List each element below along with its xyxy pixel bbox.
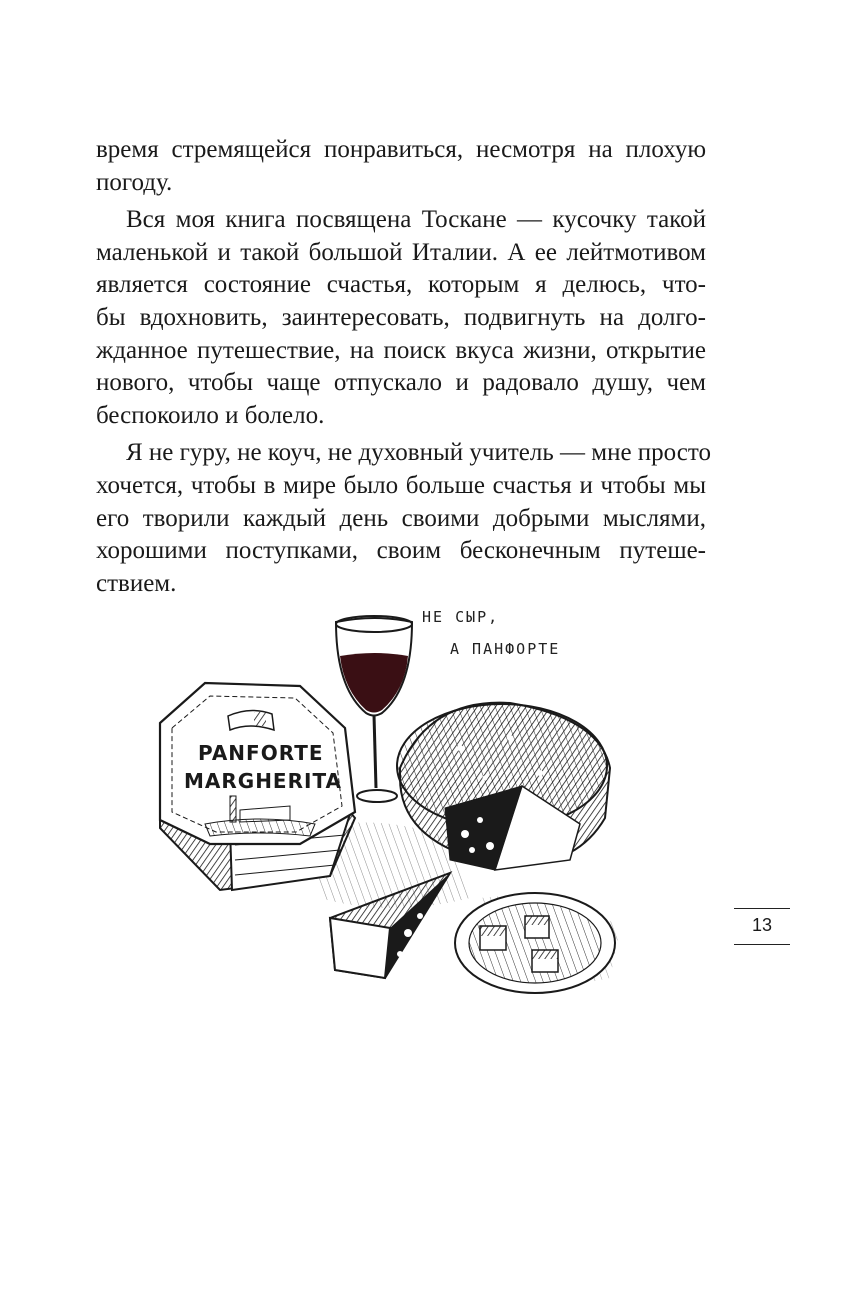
text-line: хорошими поступками, своим бесконечным путеше- xyxy=(96,537,706,565)
text-line: хочется, чтобы в мире было больше счастья и чтобы мы xyxy=(96,471,706,499)
text-line: нового, чтобы чаще отпускало и радовало душу, чем xyxy=(96,369,706,397)
text-line: маленькой и такой большой Италии. А ее лейтмотивом xyxy=(96,238,706,266)
text-line: является состояние счастья, которым я делюсь, что- xyxy=(96,271,706,299)
text-line: Вся моя книга посвящена Тоскане — кусочку такой xyxy=(126,206,706,234)
panforte-illustration xyxy=(150,598,620,1003)
text-line: время стремящейся понравиться, несмотря на плохую xyxy=(96,136,706,163)
handwritten-note-line1: НЕ СЫР, xyxy=(422,608,500,626)
text-line: его творили каждый день своими добрыми мыслями, xyxy=(96,504,706,532)
text-line: Я не гуру, не коуч, не духовный учитель — мне просто xyxy=(126,439,711,467)
paragraph xyxy=(96,204,706,432)
text-line: ствием. xyxy=(96,569,177,597)
page-number-block xyxy=(734,906,790,946)
plate-with-pieces-icon xyxy=(455,893,615,993)
page-number-rule-top xyxy=(734,908,790,909)
text-line: погоду. xyxy=(96,168,173,196)
handwritten-note-line2: А ПАНФОРТЕ xyxy=(450,640,561,658)
page-number-rule-bottom xyxy=(734,944,790,945)
text-line: жданное путешествие, на поиск вкуса жизни, открытие xyxy=(96,336,706,364)
panforte-box-icon xyxy=(160,683,355,890)
text-line: бы вдохновить, заинтересовать, подвигнуть на долго- xyxy=(96,303,706,331)
body-text xyxy=(96,134,711,600)
paragraph xyxy=(96,134,706,199)
page-number: 13 xyxy=(751,915,773,935)
box-label-line2: MARGHERITA xyxy=(184,769,343,793)
text-line: беспокоило и болело. xyxy=(96,401,325,429)
box-label-line1: PANFORTE xyxy=(198,741,324,765)
paragraph xyxy=(96,437,711,600)
